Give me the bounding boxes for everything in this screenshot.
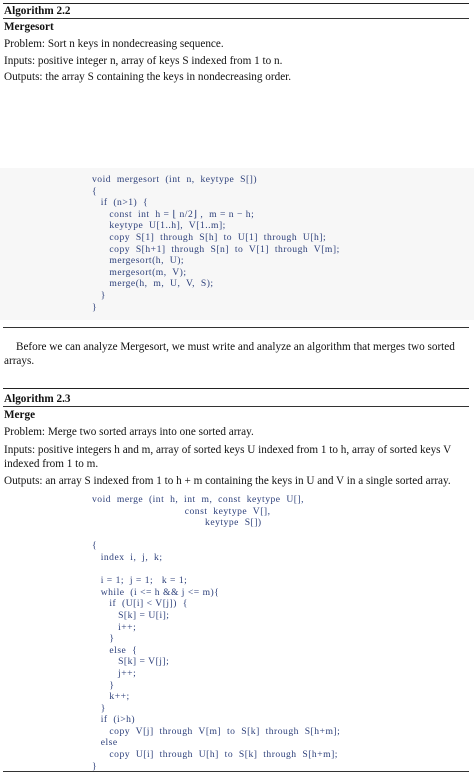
alg23-code-line: if (i>h) (92, 714, 136, 726)
alg23-code-line: k++; (92, 691, 130, 703)
alg23-code-line: void merge (int h, int m, const keytype U[], (92, 494, 305, 505)
alg23-code-line (92, 529, 340, 541)
alg23-code (92, 494, 340, 772)
alg22-code-line: { (92, 185, 98, 197)
alg22-code-line: const int h = ⌊ n/2⌋ , m = n − h; (92, 208, 255, 220)
alg23-code-line: j++; (92, 667, 137, 679)
alg23-code-line: while (i <= h && j <= m){ (92, 586, 220, 598)
alg22-bottom-rule (3, 327, 469, 328)
alg23-bottom-rule (3, 771, 469, 772)
alg23-outputs: Outputs: an array S indexed from 1 to h + m containing the keys in U and V in a single sorted array. (4, 475, 451, 487)
alg22-name: Mergesort (4, 21, 54, 33)
alg23-code-line: } (92, 679, 115, 691)
alg22-code-line: merge(h, m, U, V, S); (92, 278, 214, 290)
top-rule (3, 3, 469, 4)
alg22-inputs: Inputs: positive integer n, array of keys S indexed from 1 to n. (4, 55, 283, 67)
between-paragraph: Before we can analyze Mergesort, we must write and analyze an algorithm that merges two sorted arrays. (4, 341, 455, 367)
alg23-code-line: } (92, 760, 98, 772)
alg23-code-line: else { (92, 644, 138, 656)
alg23-code-line: i = 1; j = 1; k = 1; (92, 575, 188, 587)
alg23-code-line (92, 564, 340, 576)
alg22-outputs: Outputs: the array S containing the keys in nondecreasing order. (4, 71, 292, 83)
alg23-code-line: i++; (92, 621, 137, 633)
alg22-problem: Problem: Sort n keys in nondecreasing sequence. (4, 38, 224, 50)
alg23-code-line: keytype S[]) (92, 517, 262, 529)
alg23-code-line: copy U[i] through U[h] to S[k] through S[h+m]; (92, 749, 338, 761)
alg23-code-line: } (92, 702, 106, 714)
alg23-code-line: { (92, 540, 98, 552)
alg23-inputs-line2: indexed from 1 to m. (4, 458, 99, 470)
alg23-name: Merge (4, 409, 36, 421)
alg22-code-line: void mergesort (int n, keytype S[]) (92, 174, 258, 185)
alg22-code-line: mergesort(h, U); (92, 255, 185, 267)
alg23-inputs-line1: Inputs: positive integers h and m, array of sorted keys U indexed from 1 to h, array of sorted keys V (4, 444, 452, 456)
alg23-top-rule (3, 388, 469, 389)
alg23-code-line: if (U[i] < V[j]) { (92, 598, 188, 610)
alg22-heading: Algorithm 2.2 (4, 5, 71, 17)
alg22-code-line: copy S[1] through S[h] to U[1] through U[h]; (92, 231, 327, 243)
alg22-code (92, 174, 340, 313)
alg23-heading-rule (3, 406, 469, 407)
alg22-code-line: } (92, 301, 98, 313)
heading-rule (3, 18, 469, 19)
alg23-heading: Algorithm 2.3 (4, 393, 71, 405)
alg22-code-line: if (n>1) { (92, 197, 149, 209)
alg23-code-line: const keytype V[], (92, 505, 271, 517)
alg23-code-line: S[k] = V[j]; (92, 656, 170, 668)
alg23-code-line: else (92, 737, 118, 749)
alg22-code-line: copy S[h+1] through S[n] to V[1] through V[m]; (92, 243, 340, 255)
alg23-code-line: copy V[j] through V[m] to S[k] through S[h+m]; (92, 725, 341, 737)
alg23-code-line: } (92, 633, 115, 645)
alg23-problem: Problem: Merge two sorted arrays into one sorted array. (4, 426, 254, 438)
alg22-code-line: } (92, 289, 106, 301)
alg23-code-line: S[k] = U[i]; (92, 609, 170, 621)
alg22-code-line: keytype U[1..h], V[1..m]; (92, 220, 226, 232)
alg22-code-line: mergesort(m, V); (92, 266, 187, 278)
alg23-code-line: index i, j, k; (92, 551, 163, 563)
